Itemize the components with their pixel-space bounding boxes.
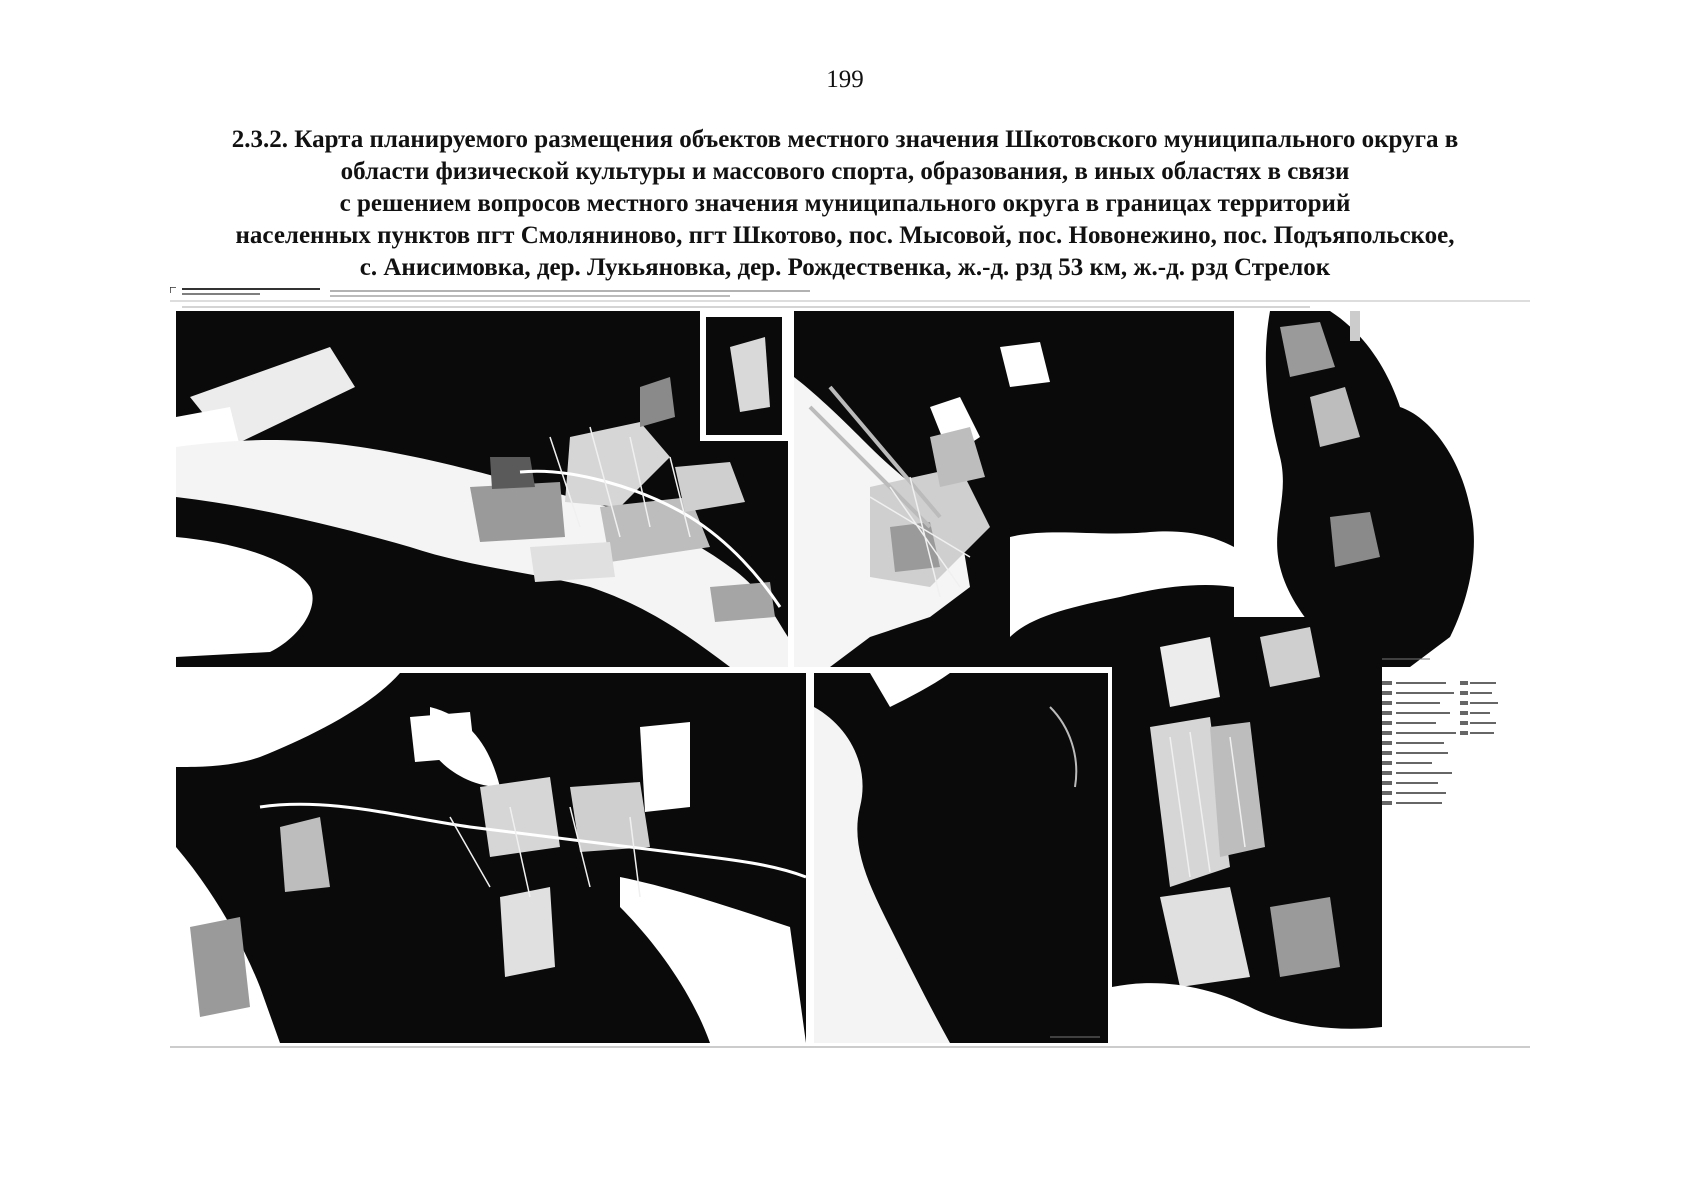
map-heading [150, 124, 1540, 284]
settlement-map-panel-4 [176, 673, 806, 1043]
settlement-map-panel-2 [794, 311, 1234, 667]
map-legend [1380, 677, 1500, 827]
map-header-strip [170, 287, 1530, 307]
settlement-map-panel-3 [1240, 311, 1530, 667]
page-number: 199 [826, 66, 864, 93]
settlement-map-panel-5 [814, 673, 1108, 1043]
map-sheet [170, 287, 1530, 1053]
heading-line-4: населенных пунктов пгт Смоляниново, пгт Шкотово, пос. Мысовой, пос. Новонежино, пос. Подъяпольское, [235, 222, 1455, 249]
heading-line-5: с. Анисимовка, дер. Лукьяновка, дер. Рождественка, ж.-д. рзд 53 км, ж.-д. рзд Стрелок [359, 254, 1331, 281]
settlement-map-panel-6 [1112, 617, 1382, 1043]
heading-line-3: с решением вопросов местного значения муниципального округа в границах территорий [339, 190, 1351, 217]
settlement-map-panel-1 [176, 311, 788, 667]
map-sheet-image [170, 287, 1530, 1053]
heading-line-1: 2.3.2. Карта планируемого размещения объектов местного значения Шкотовского муниципального округа в [231, 126, 1459, 153]
heading-line-2: области физической культуры и массового спорта, образования, в иных областях в связи [340, 158, 1350, 185]
